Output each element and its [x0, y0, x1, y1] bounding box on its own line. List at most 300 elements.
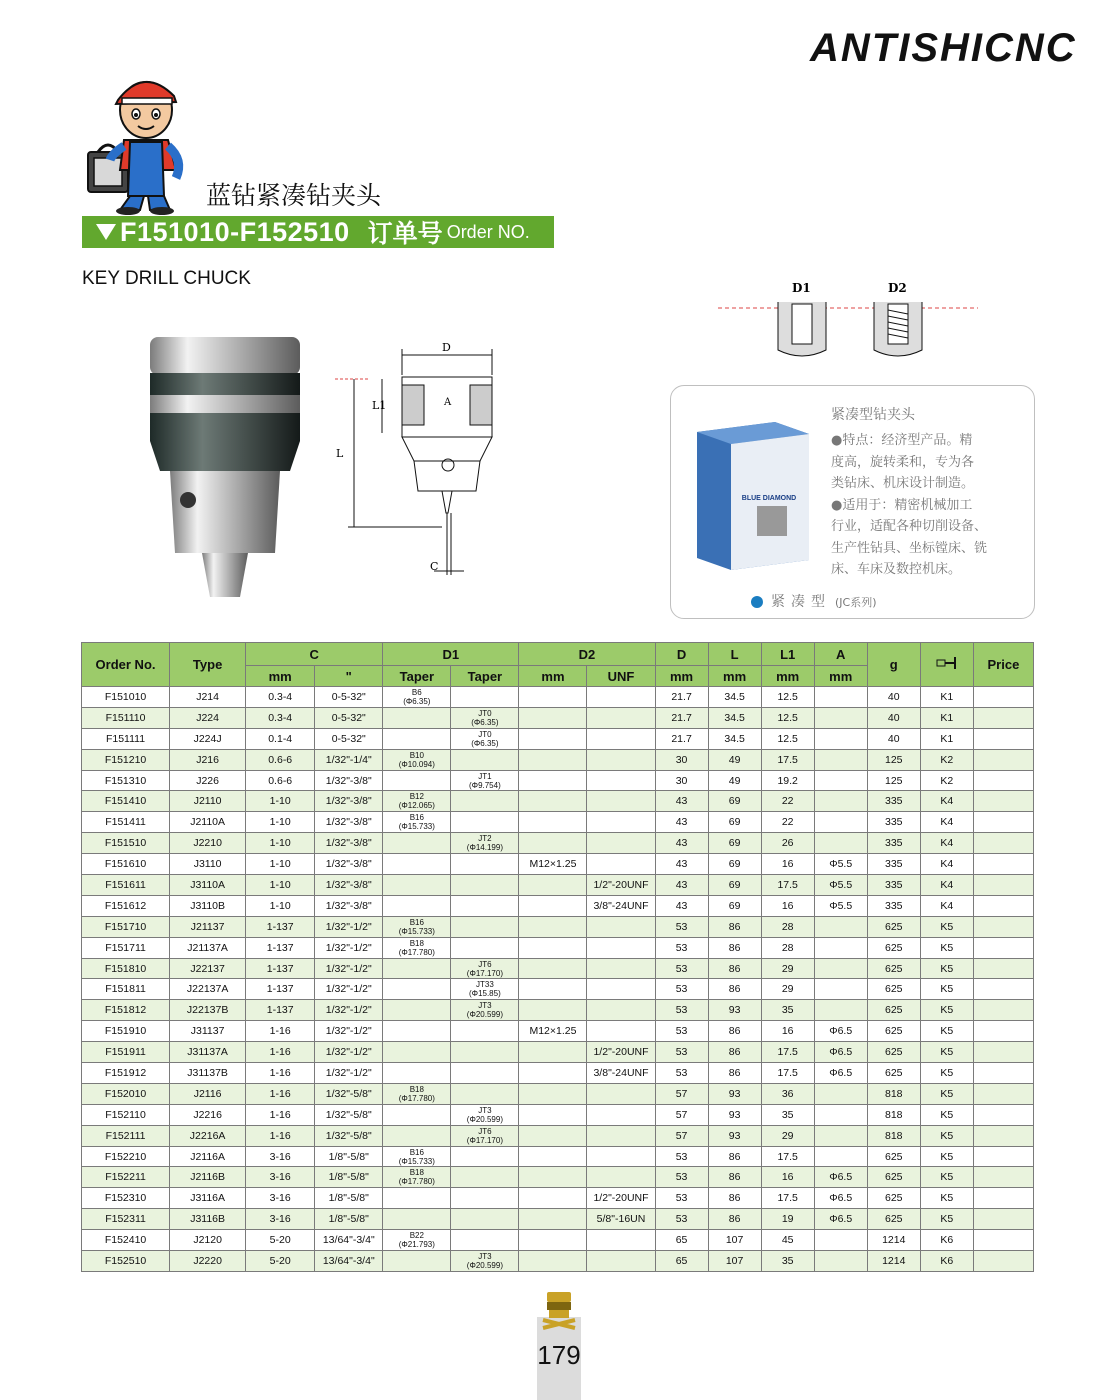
table-cell [451, 1021, 519, 1042]
table-cell: 53 [655, 937, 708, 958]
table-cell [973, 958, 1033, 979]
table-cell: 1/32"-1/2" [315, 937, 383, 958]
table-cell [383, 833, 451, 854]
table-cell: 1-10 [246, 791, 315, 812]
table-cell: JT3 (Φ20.599) [451, 1000, 519, 1021]
table-cell: 34.5 [708, 728, 761, 749]
table-cell [383, 1125, 451, 1146]
table-cell [973, 1209, 1033, 1230]
table-cell: J216 [170, 749, 246, 770]
spec-table [81, 642, 1034, 1272]
table-cell: 1-10 [246, 833, 315, 854]
table-cell [973, 937, 1033, 958]
table-cell: Φ5.5 [814, 854, 867, 875]
table-cell: 53 [655, 979, 708, 1000]
table-cell: F151411 [82, 812, 170, 833]
table-cell [973, 916, 1033, 937]
table-cell [519, 1188, 587, 1209]
table-cell: 0.1-4 [246, 728, 315, 749]
table-cell: Φ6.5 [814, 1209, 867, 1230]
table-cell: F152010 [82, 1083, 170, 1104]
table-cell: 1-10 [246, 875, 315, 896]
table-cell: 53 [655, 958, 708, 979]
table-cell: F152110 [82, 1104, 170, 1125]
table-cell: F151611 [82, 875, 170, 896]
table-cell: 1/32"-5/8" [315, 1104, 383, 1125]
table-cell [814, 979, 867, 1000]
table-cell: 26 [761, 833, 814, 854]
table-cell: 86 [708, 1167, 761, 1188]
table-cell: 625 [867, 916, 920, 937]
drill-chuck-small-icon [541, 1290, 577, 1334]
table-cell: 93 [708, 1125, 761, 1146]
series-label: 紧凑型 (JC系列) [771, 594, 877, 610]
dim-l-label: L [336, 447, 344, 460]
table-cell: J2116B [170, 1167, 246, 1188]
table-cell: F151911 [82, 1042, 170, 1063]
table-cell: JT6 (Φ17.170) [451, 958, 519, 979]
table-cell: Φ6.5 [814, 1167, 867, 1188]
table-cell [973, 728, 1033, 749]
table-cell: 49 [708, 770, 761, 791]
table-cell: J31137B [170, 1063, 246, 1084]
table-cell [814, 1000, 867, 1021]
table-cell: JT33 (Φ15.85) [451, 979, 519, 1000]
table-cell: 69 [708, 895, 761, 916]
table-cell: J214 [170, 687, 246, 708]
table-cell [587, 1230, 655, 1251]
table-cell: 625 [867, 937, 920, 958]
table-cell [587, 1167, 655, 1188]
table-cell: 1/8"-5/8" [315, 1209, 383, 1230]
table-cell: K4 [920, 875, 973, 896]
table-cell [814, 1125, 867, 1146]
table-cell: 1/32"-3/8" [315, 770, 383, 791]
table-cell [519, 1042, 587, 1063]
table-cell [814, 749, 867, 770]
table-cell: 35 [761, 1251, 814, 1272]
table-cell: 69 [708, 854, 761, 875]
table-cell: 28 [761, 937, 814, 958]
table-cell [814, 958, 867, 979]
table-cell: B18 (Φ17.780) [383, 1167, 451, 1188]
table-cell: JT0 (Φ6.35) [451, 728, 519, 749]
table-cell: F152310 [82, 1188, 170, 1209]
table-cell: B16 (Φ15.733) [383, 1146, 451, 1167]
table-cell: 625 [867, 979, 920, 1000]
table-cell: JT3 (Φ20.599) [451, 1251, 519, 1272]
table-cell: 86 [708, 1063, 761, 1084]
table-cell: F151711 [82, 937, 170, 958]
table-cell [814, 687, 867, 708]
table-cell [519, 749, 587, 770]
table-cell: 16 [761, 1021, 814, 1042]
table-cell [519, 979, 587, 1000]
table-cell [973, 687, 1033, 708]
table-cell: K5 [920, 1167, 973, 1188]
table-cell: B12 (Φ12.065) [383, 791, 451, 812]
table-cell: 1-137 [246, 916, 315, 937]
table-cell [383, 1021, 451, 1042]
table-cell: 3-16 [246, 1209, 315, 1230]
table-cell: 3/8"-24UNF [587, 895, 655, 916]
dim-a-label: A [444, 397, 452, 408]
table-cell: F151710 [82, 916, 170, 937]
product-box-image [695, 420, 815, 570]
table-cell [814, 916, 867, 937]
table-cell: 335 [867, 791, 920, 812]
table-cell: F151510 [82, 833, 170, 854]
title-en: KEY DRILL CHUCK [82, 268, 251, 289]
chuck-key-icon [935, 655, 959, 671]
table-cell: K2 [920, 770, 973, 791]
table-cell: 29 [761, 958, 814, 979]
table-cell: K4 [920, 854, 973, 875]
table-cell: 86 [708, 979, 761, 1000]
table-cell: 69 [708, 875, 761, 896]
table-cell: 57 [655, 1083, 708, 1104]
table-cell: K5 [920, 1104, 973, 1125]
table-cell: 1/32"-1/2" [315, 1021, 383, 1042]
table-cell: B16 (Φ15.733) [383, 916, 451, 937]
table-cell [814, 833, 867, 854]
table-cell: F152210 [82, 1146, 170, 1167]
table-cell [973, 1063, 1033, 1084]
table-row [82, 1209, 1034, 1230]
header-c: C [246, 643, 383, 666]
table-cell: 43 [655, 854, 708, 875]
table-cell: Φ6.5 [814, 1021, 867, 1042]
table-cell: 335 [867, 812, 920, 833]
table-cell [587, 1251, 655, 1272]
table-cell: K4 [920, 895, 973, 916]
table-row [82, 1063, 1034, 1084]
table-cell: 625 [867, 1000, 920, 1021]
table-cell: 34.5 [708, 687, 761, 708]
table-cell [519, 1146, 587, 1167]
table-cell: 30 [655, 770, 708, 791]
table-cell: F152410 [82, 1230, 170, 1251]
table-cell: J2210 [170, 833, 246, 854]
table-row [82, 1083, 1034, 1104]
table-cell [973, 1104, 1033, 1125]
table-cell [587, 979, 655, 1000]
table-cell: 29 [761, 979, 814, 1000]
table-cell: 1/32"-1/2" [315, 1063, 383, 1084]
table-cell [814, 1083, 867, 1104]
table-cell [973, 1083, 1033, 1104]
table-cell [519, 958, 587, 979]
header-d1: D1 [383, 643, 519, 666]
table-cell [973, 707, 1033, 728]
table-cell: 1-16 [246, 1125, 315, 1146]
table-cell: F151410 [82, 791, 170, 812]
table-cell [451, 916, 519, 937]
table-cell: F152211 [82, 1167, 170, 1188]
table-cell [587, 1083, 655, 1104]
dim-c-label: C [430, 560, 439, 573]
table-cell: 53 [655, 1146, 708, 1167]
table-cell: Φ5.5 [814, 895, 867, 916]
table-cell: F151810 [82, 958, 170, 979]
table-row [82, 1146, 1034, 1167]
subheader-unf: UNF [587, 666, 655, 687]
brand-logo: ANTISHICNC [810, 26, 1077, 70]
header-a: A [814, 643, 867, 666]
table-cell: 29 [761, 1125, 814, 1146]
table-cell: J2120 [170, 1230, 246, 1251]
table-cell: 86 [708, 1188, 761, 1209]
table-cell: 1-16 [246, 1083, 315, 1104]
table-cell: F152311 [82, 1209, 170, 1230]
table-cell [519, 728, 587, 749]
table-cell [519, 1209, 587, 1230]
table-cell: 1214 [867, 1251, 920, 1272]
table-cell: K5 [920, 1146, 973, 1167]
table-cell [587, 916, 655, 937]
table-cell: 107 [708, 1230, 761, 1251]
table-cell: J2220 [170, 1251, 246, 1272]
table-cell [973, 1188, 1033, 1209]
table-cell [973, 1251, 1033, 1272]
table-cell: M12×1.25 [519, 1021, 587, 1042]
table-cell: 43 [655, 791, 708, 812]
table-row [82, 916, 1034, 937]
table-cell: 1-137 [246, 937, 315, 958]
table-cell: 65 [655, 1251, 708, 1272]
table-cell: 86 [708, 1042, 761, 1063]
table-cell: K4 [920, 812, 973, 833]
table-cell: F151610 [82, 854, 170, 875]
table-cell [451, 1209, 519, 1230]
info-text: ●特点：经济型产品。精 度高，旋转柔和，专为各 类钻床、机床设计制造。 ●适用于：精密机械加工 行业，适配各种切削设备、 生产性钻具、坐标镗床、铣 床、车床及数控机床。 [831, 433, 988, 577]
table-cell: 53 [655, 1209, 708, 1230]
table-cell [973, 1042, 1033, 1063]
table-cell [451, 1188, 519, 1209]
table-cell: 43 [655, 833, 708, 854]
table-cell [814, 937, 867, 958]
table-cell [519, 687, 587, 708]
header-type: Type [170, 643, 246, 687]
table-cell [587, 770, 655, 791]
table-cell: F152510 [82, 1251, 170, 1272]
table-cell: J21137 [170, 916, 246, 937]
table-cell [814, 728, 867, 749]
table-cell: 5-20 [246, 1230, 315, 1251]
table-cell [973, 770, 1033, 791]
triangle-down-icon [96, 224, 116, 240]
table-cell: 1/32"-1/2" [315, 1000, 383, 1021]
table-cell [383, 728, 451, 749]
order-code-range: F151010-F152510 [120, 216, 350, 247]
table-cell [383, 1104, 451, 1125]
header-key-icon [920, 643, 973, 687]
table-cell: F151111 [82, 728, 170, 749]
table-cell: 86 [708, 1021, 761, 1042]
table-cell [587, 937, 655, 958]
table-cell: 13/64"-3/4" [315, 1251, 383, 1272]
table-row [82, 1021, 1034, 1042]
table-cell: 1/32"-1/2" [315, 958, 383, 979]
table-cell: J2110 [170, 791, 246, 812]
table-row [82, 1167, 1034, 1188]
table-row [82, 1042, 1034, 1063]
table-cell: F151210 [82, 749, 170, 770]
table-cell: 1/32"-3/8" [315, 833, 383, 854]
table-cell: 1/2"-20UNF [587, 1188, 655, 1209]
table-cell [451, 791, 519, 812]
table-cell: 35 [761, 1000, 814, 1021]
table-cell: 34.5 [708, 707, 761, 728]
d1-label: D1 [792, 281, 811, 295]
table-cell: 125 [867, 770, 920, 791]
table-cell: 625 [867, 1209, 920, 1230]
header-g: g [867, 643, 920, 687]
table-cell: 16 [761, 854, 814, 875]
drill-chuck-photo [140, 335, 310, 610]
table-cell: 1-16 [246, 1063, 315, 1084]
table-cell: 53 [655, 1063, 708, 1084]
table-cell: F151310 [82, 770, 170, 791]
table-row [82, 707, 1034, 728]
table-cell: 21.7 [655, 707, 708, 728]
table-cell: 0-5-32" [315, 728, 383, 749]
table-cell [383, 875, 451, 896]
title-cn: 蓝钻紧凑钻夹头 [206, 181, 382, 210]
subheader-inch: " [315, 666, 383, 687]
order-label-cn: 订单号 [367, 219, 443, 248]
table-cell: 93 [708, 1104, 761, 1125]
table-cell: 5-20 [246, 1251, 315, 1272]
table-row [82, 979, 1034, 1000]
table-cell [587, 687, 655, 708]
table-cell [973, 979, 1033, 1000]
table-cell: 16 [761, 1167, 814, 1188]
table-cell: 28 [761, 916, 814, 937]
table-cell: F151910 [82, 1021, 170, 1042]
table-cell: 36 [761, 1083, 814, 1104]
table-cell [973, 1167, 1033, 1188]
table-cell: J224 [170, 707, 246, 728]
table-cell: 19.2 [761, 770, 814, 791]
table-cell: 0-5-32" [315, 687, 383, 708]
table-cell [451, 895, 519, 916]
table-cell: K1 [920, 707, 973, 728]
subheader-mm: mm [814, 666, 867, 687]
table-row [82, 833, 1034, 854]
table-cell [814, 707, 867, 728]
table-cell: 22 [761, 791, 814, 812]
table-cell [383, 895, 451, 916]
table-cell: F152111 [82, 1125, 170, 1146]
table-cell [587, 812, 655, 833]
table-cell: 53 [655, 1000, 708, 1021]
table-cell [451, 937, 519, 958]
table-cell: 1/2"-20UNF [587, 1042, 655, 1063]
table-row [82, 895, 1034, 916]
table-cell [383, 1209, 451, 1230]
table-cell: F151612 [82, 895, 170, 916]
table-cell [383, 707, 451, 728]
subheader-mm: mm [761, 666, 814, 687]
table-cell [814, 770, 867, 791]
table-cell: 93 [708, 1000, 761, 1021]
table-cell: 1214 [867, 1230, 920, 1251]
table-cell: 1/32"-1/2" [315, 1042, 383, 1063]
table-cell: 1/32"-3/8" [315, 875, 383, 896]
table-cell: 818 [867, 1104, 920, 1125]
table-cell: 335 [867, 875, 920, 896]
table-cell: 1/8"-5/8" [315, 1146, 383, 1167]
table-cell: 1/32"-5/8" [315, 1125, 383, 1146]
table-cell: 40 [867, 687, 920, 708]
table-cell: Φ6.5 [814, 1188, 867, 1209]
header-l: L [708, 643, 761, 666]
d1-d2-section-drawing [718, 280, 978, 360]
header-d2: D2 [519, 643, 655, 666]
table-cell: JT1 (Φ9.754) [451, 770, 519, 791]
table-cell [814, 1146, 867, 1167]
table-cell [814, 791, 867, 812]
table-cell: 125 [867, 749, 920, 770]
table-cell [519, 937, 587, 958]
table-cell [587, 1000, 655, 1021]
table-cell: 335 [867, 895, 920, 916]
table-cell: 0.6-6 [246, 770, 315, 791]
table-cell: 818 [867, 1125, 920, 1146]
table-cell [519, 875, 587, 896]
table-cell: K5 [920, 1125, 973, 1146]
table-cell: 1-137 [246, 1000, 315, 1021]
table-cell: 53 [655, 1042, 708, 1063]
table-cell [519, 770, 587, 791]
table-cell: 30 [655, 749, 708, 770]
table-cell [451, 1063, 519, 1084]
table-row [82, 1000, 1034, 1021]
table-cell: J2116 [170, 1083, 246, 1104]
table-cell: J31137 [170, 1021, 246, 1042]
table-cell: J224J [170, 728, 246, 749]
table-cell [451, 749, 519, 770]
d2-label: D2 [888, 281, 907, 295]
table-cell: 57 [655, 1125, 708, 1146]
table-cell [973, 1230, 1033, 1251]
table-cell: B6 (Φ6.35) [383, 687, 451, 708]
table-cell: J3116A [170, 1188, 246, 1209]
table-cell: 53 [655, 1167, 708, 1188]
table-cell: 65 [655, 1230, 708, 1251]
table-cell: 22 [761, 812, 814, 833]
table-row [82, 728, 1034, 749]
table-cell [814, 1104, 867, 1125]
table-cell: Φ6.5 [814, 1042, 867, 1063]
table-cell: 45 [761, 1230, 814, 1251]
table-cell [973, 854, 1033, 875]
table-cell: 1/32"-3/8" [315, 791, 383, 812]
table-cell: J2110A [170, 812, 246, 833]
table-cell: 17.5 [761, 1042, 814, 1063]
box-text: BLUE DIAMOND [741, 495, 797, 502]
table-cell [973, 1021, 1033, 1042]
table-cell [973, 1146, 1033, 1167]
table-cell: B22 (Φ21.793) [383, 1230, 451, 1251]
table-cell [451, 1230, 519, 1251]
table-cell: B18 (Φ17.780) [383, 1083, 451, 1104]
dim-d-label: D [442, 341, 451, 354]
table-cell: K5 [920, 1209, 973, 1230]
table-cell: K5 [920, 979, 973, 1000]
table-cell: 0-5-32" [315, 707, 383, 728]
